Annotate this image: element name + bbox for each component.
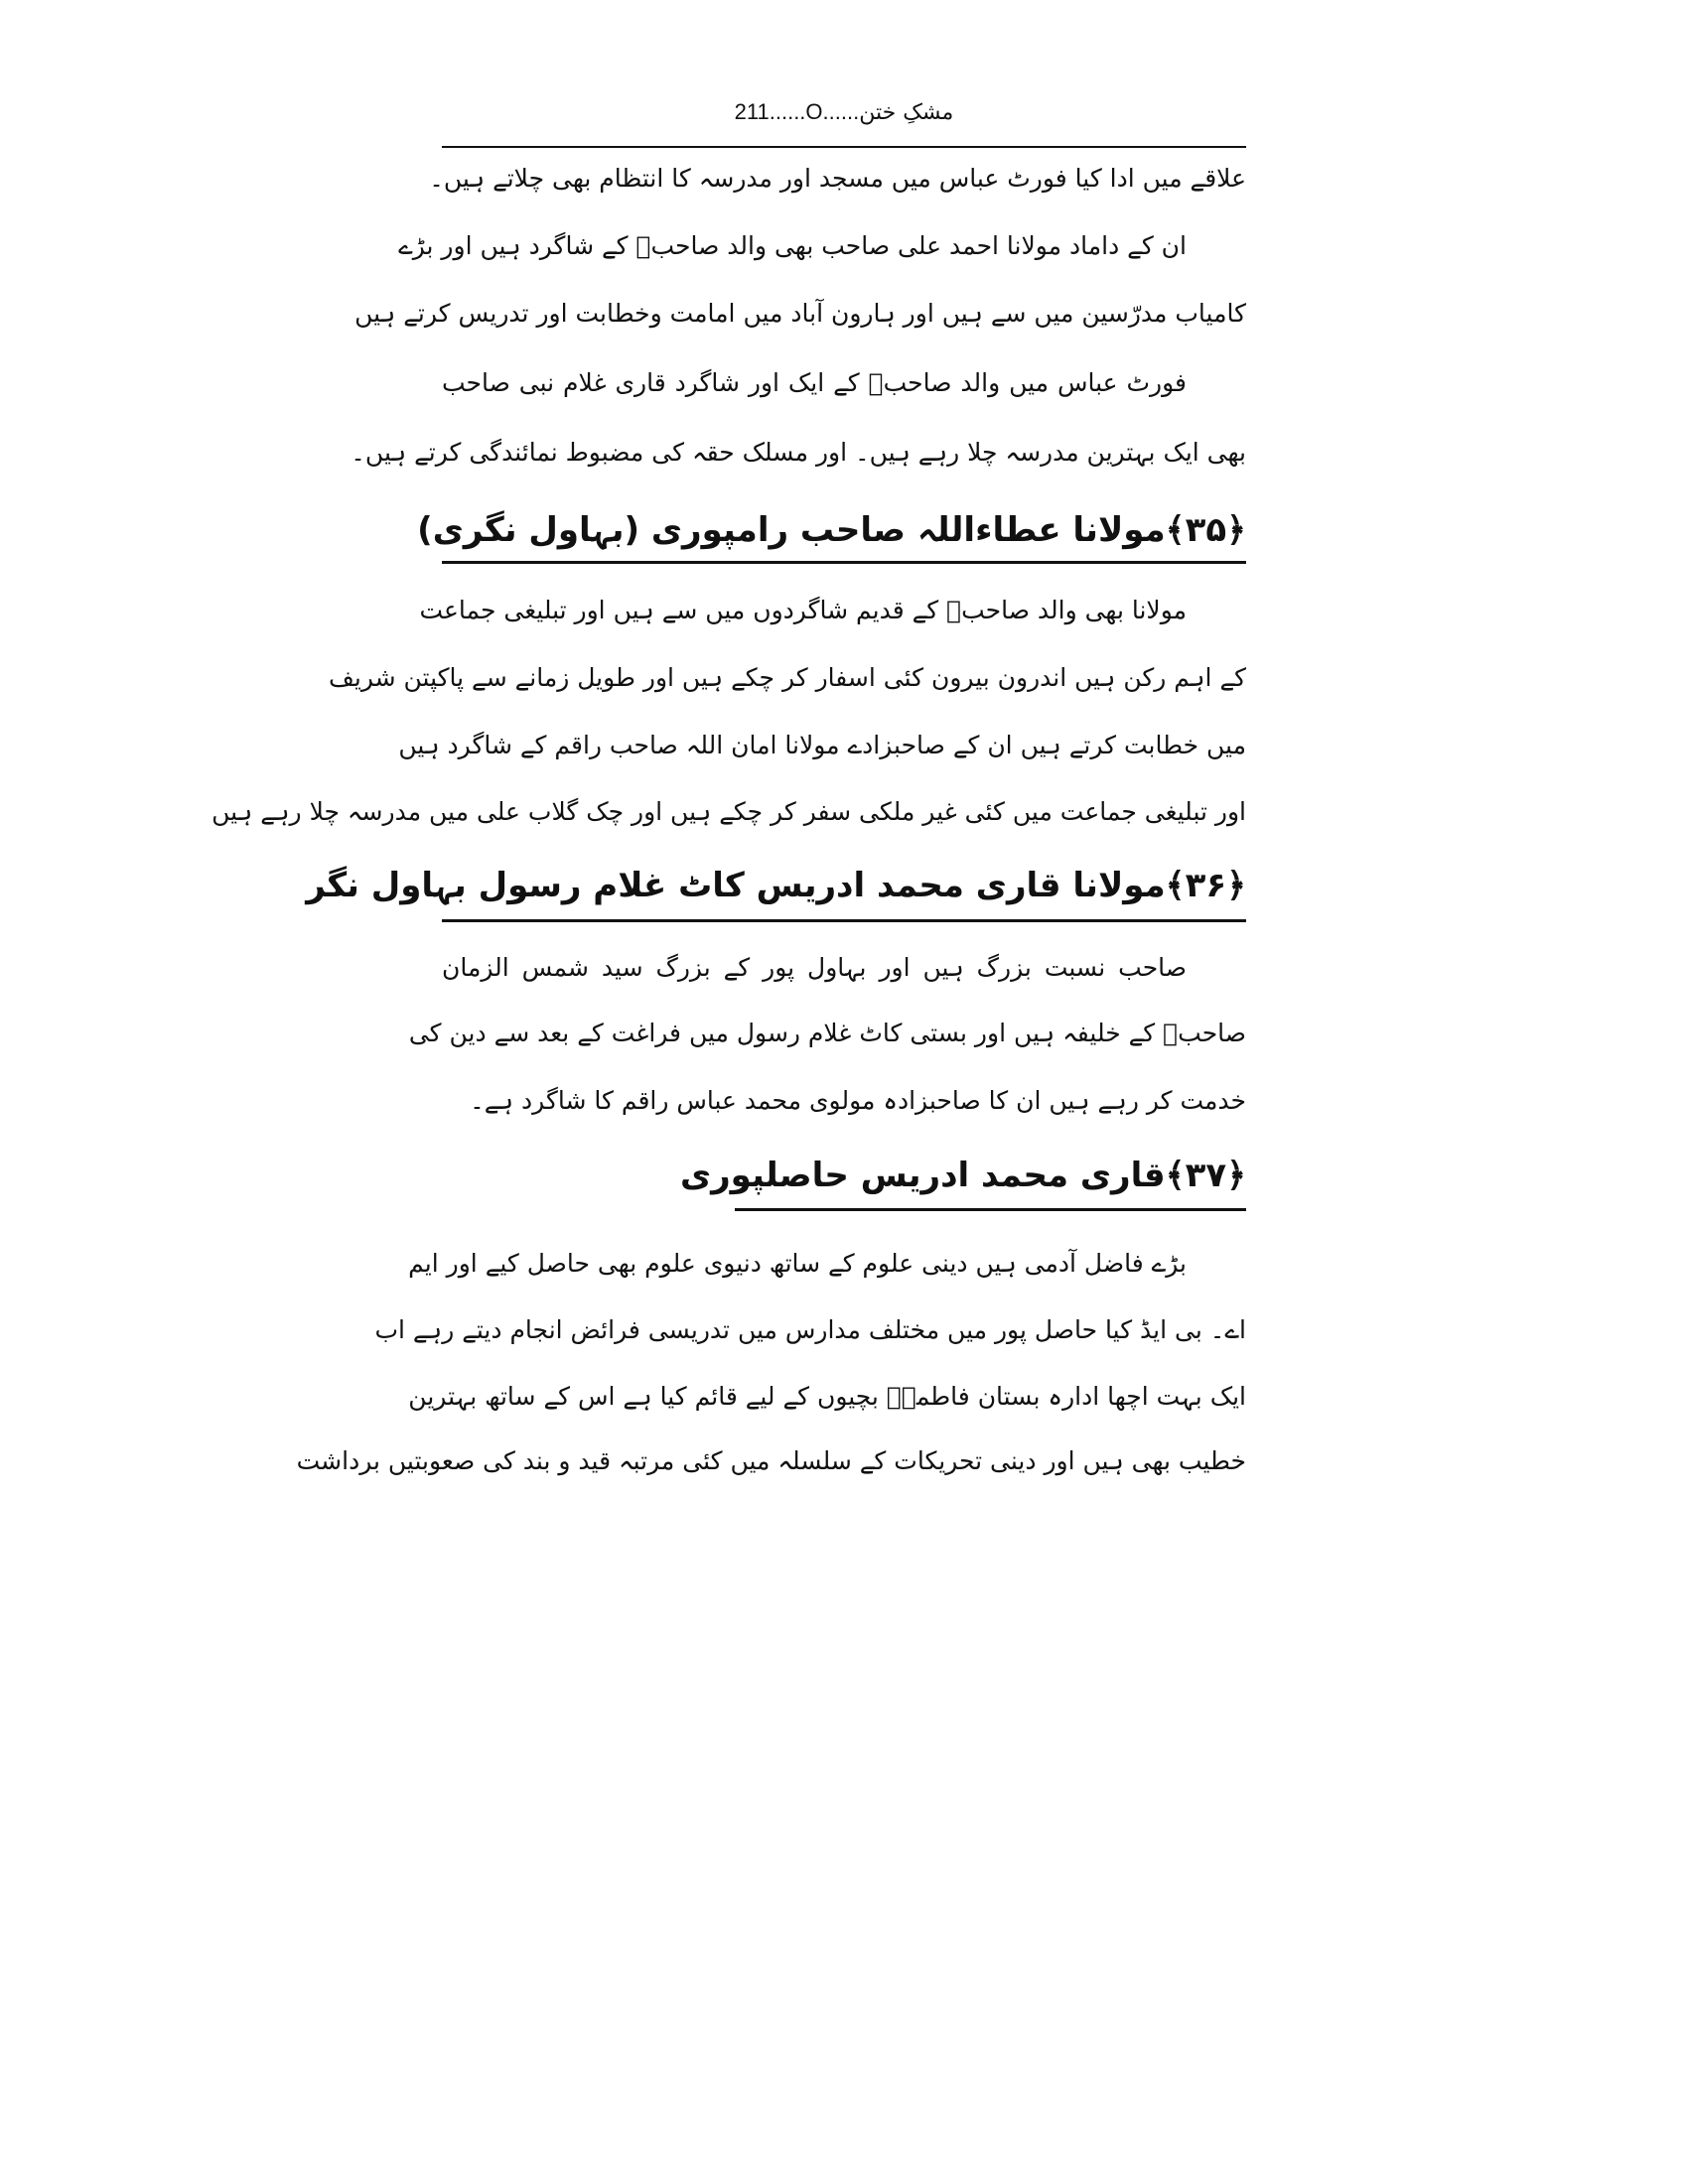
text-line: ایک بہت اچھا ادارہ بستان فاطمہؓ بچیوں کے لیے قائم کیا ہے اس کے ساتھ بہترین bbox=[408, 1382, 1246, 1411]
section-heading: ﴿۳۷﴾قاری محمد ادریس حاصلپوری bbox=[679, 1156, 1246, 1195]
section-heading: ﴿۳۶﴾مولانا قاری محمد ادریس کاٹ غلام رسول بہاول نگر bbox=[306, 866, 1246, 905]
text-line: مولانا بھی والد صاحبؒ کے قدیم شاگردوں میں سے ہیں اور تبلیغی جماعت bbox=[419, 596, 1187, 624]
heading-underline bbox=[442, 919, 1246, 922]
text-line: صاحبؒ کے خلیفہ ہیں اور بستی کاٹ غلام رسول میں فراغت کے بعد سے دین کی bbox=[408, 1019, 1246, 1047]
header-separator: ......O...... bbox=[769, 99, 860, 124]
text-line: فورٹ عباس میں والد صاحبؒ کے ایک اور شاگرد قاری غلام نبی صاحب bbox=[442, 368, 1187, 397]
header-rule bbox=[442, 146, 1246, 148]
text-line: خدمت کر رہے ہیں ان کا صاحبزادہ مولوی محمد عباس راقم کا شاگرد ہے۔ bbox=[470, 1086, 1246, 1115]
text-line: اور تبلیغی جماعت میں کئی غیر ملکی سفر کر چکے ہیں اور چک گلاب علی میں مدرسہ چلا رہے ہیں bbox=[211, 797, 1246, 826]
section-heading: ﴿۳۵﴾مولانا عطاءاللہ صاحب رامپوری (بہاول نگری) bbox=[417, 510, 1246, 550]
text-line: صاحب نسبت بزرگ ہیں اور بہاول پور کے بزرگ سید شمس الزمان bbox=[442, 953, 1187, 982]
text-line: اے۔ بی ایڈ کیا حاصل پور میں مختلف مدارس میں تدریسی فرائض انجام دیتے رہے اب bbox=[374, 1315, 1246, 1344]
book-title: مشکِ ختن bbox=[859, 100, 954, 125]
text-line: بڑے فاضل آدمی ہیں دینی علوم کے ساتھ دنیوی علوم بھی حاصل کیے اور ایم bbox=[408, 1249, 1187, 1278]
heading-underline bbox=[735, 1208, 1246, 1211]
page-number: 211 bbox=[734, 99, 770, 124]
text-line: بھی ایک بہترین مدرسہ چلا رہے ہیں۔ اور مسلک حقہ کی مضبوط نمائندگی کرتے ہیں۔ bbox=[351, 438, 1246, 467]
text-line: خطیب بھی ہیں اور دینی تحریکات کے سلسلہ میں کئی مرتبہ قید و بند کی صعوبتیں برداشت bbox=[296, 1446, 1246, 1475]
text-line: کے اہم رکن ہیں اندرون بیرون کئی اسفار کر چکے ہیں اور طویل زمانے سے پاکپتن شریف bbox=[328, 663, 1246, 692]
text-line: میں خطابت کرتے ہیں ان کے صاحبزادے مولانا امان اللہ صاحب راقم کے شاگرد ہیں bbox=[398, 731, 1246, 759]
text-line: علاقے میں ادا کیا فورٹ عباس میں مسجد اور مدرسہ کا انتظام بھی چلاتے ہیں۔ bbox=[429, 164, 1246, 193]
text-line: کامیاب مدرّسین میں سے ہیں اور ہارون آباد میں امامت وخطابت اور تدریس کرتے ہیں bbox=[354, 299, 1246, 328]
text-line: ان کے داماد مولانا احمد علی صاحب بھی والد صاحبؒ کے شاگرد ہیں اور بڑے bbox=[398, 231, 1187, 260]
heading-underline bbox=[442, 561, 1246, 564]
running-header bbox=[442, 99, 1246, 125]
